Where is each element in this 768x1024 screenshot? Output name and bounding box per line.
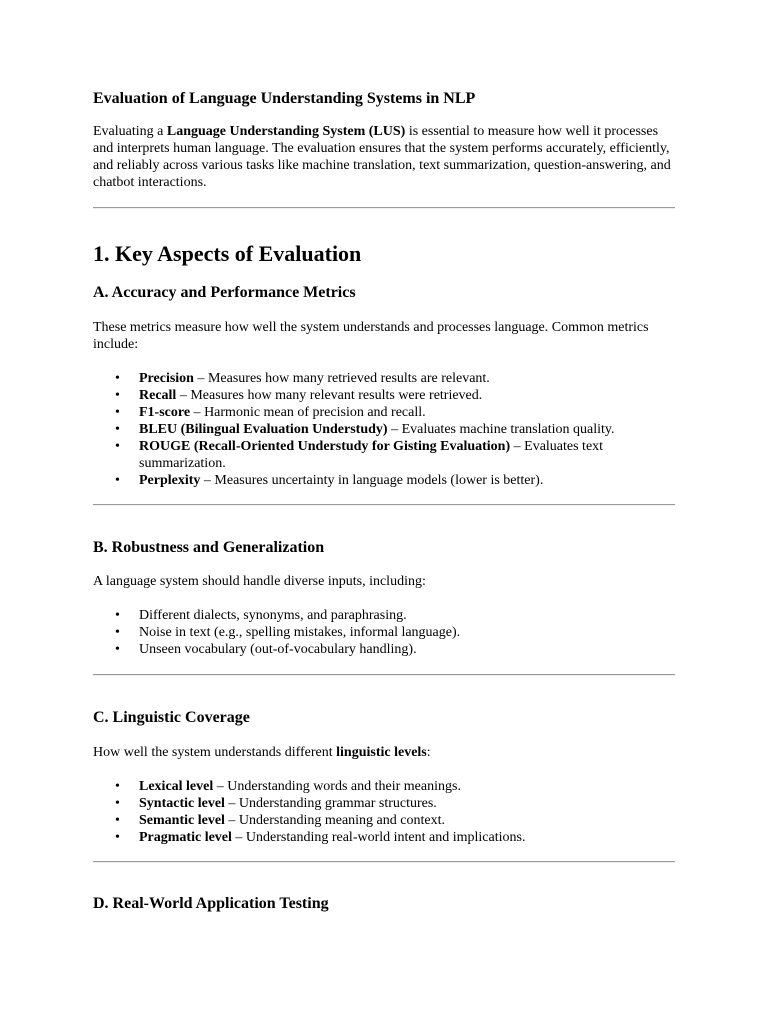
list-item [93, 778, 675, 795]
list-item-desc: – Measures how many retrieved results are relevant. [193, 371, 490, 386]
list-item-desc: – Evaluates machine translation quality. [387, 422, 615, 437]
bullet: • [115, 608, 120, 623]
section-c-text-post: : [426, 745, 431, 760]
list-item-desc: – Understanding grammar structures. [224, 796, 437, 811]
bullet: • [115, 830, 120, 845]
intro-text-post: is essential to measure how well it processes and interprets human language. The evaluation ensures that the system performs accurately, efficiently, and reliably across various tasks like machine translation, text summarization, question-answering, and chatbot interactions. [93, 124, 671, 190]
list-item-term: Syntactic level [139, 796, 225, 811]
bullet: • [115, 796, 120, 811]
intro-paragraph [93, 123, 675, 191]
list-item [93, 829, 675, 846]
list-item [93, 370, 675, 387]
bullet: • [115, 625, 120, 640]
list-item [93, 404, 675, 421]
list-item-term: Recall [139, 388, 177, 403]
list-item [93, 641, 675, 658]
section-a-heading: A. Accuracy and Performance Metrics [93, 284, 356, 301]
list-item-term: Perplexity [139, 473, 201, 488]
list-item-text: Unseen vocabulary (out-of-vocabulary handling). [139, 642, 417, 657]
section-c-heading: C. Linguistic Coverage [93, 709, 250, 726]
list-item [93, 421, 675, 438]
list-item [93, 472, 675, 489]
section-1-heading: 1. Key Aspects of Evaluation [93, 241, 362, 266]
bullet: • [115, 405, 120, 420]
list-item-desc: – Harmonic mean of precision and recall. [190, 405, 426, 420]
bullet: • [115, 779, 120, 794]
list-item-desc: – Understanding meaning and context. [224, 813, 445, 828]
section-c-text-bold: linguistic levels [336, 745, 427, 760]
section-b-paragraph: A language system should handle diverse inputs, including: [93, 574, 426, 589]
list-item-desc: – Measures how many relevant results were retrieved. [176, 388, 483, 403]
list-item-term: BLEU (Bilingual Evaluation Understudy) [139, 422, 388, 437]
intro-text-bold: Language Understanding System (LUS) [166, 124, 406, 139]
list-item-desc: – Understanding real-world intent and implications. [231, 830, 526, 845]
section-c-paragraph [93, 744, 675, 761]
list-item-text: Noise in text (e.g., spelling mistakes, informal language). [139, 625, 461, 640]
intro-text-pre: Evaluating a [93, 124, 167, 139]
list-item-desc: – Evaluates text summarization. [139, 439, 604, 471]
list-item-desc: – Measures uncertainty in language models (lower is better). [200, 473, 544, 488]
list-item-desc: – Understanding words and their meanings. [213, 779, 461, 794]
bullet: • [115, 642, 120, 657]
horizontal-rule [93, 861, 675, 863]
list-item-term: ROUGE (Recall-Oriented Understudy for Gisting Evaluation) [139, 439, 511, 454]
bullet: • [115, 813, 120, 828]
list-item-term: Precision [139, 371, 194, 386]
list-item-term: Lexical level [139, 779, 214, 794]
horizontal-rule [93, 504, 675, 506]
section-a-paragraph: These metrics measure how well the system understands and processes language. Common metrics include: [93, 320, 649, 352]
bullet: • [115, 439, 120, 454]
section-b-heading: B. Robustness and Generalization [93, 539, 325, 556]
bullet: • [115, 371, 120, 386]
section-c-text-pre: How well the system understands different [93, 745, 337, 760]
document-title: Evaluation of Language Understanding Systems in NLP [93, 90, 476, 107]
horizontal-rule [93, 207, 675, 209]
list-item [93, 812, 675, 829]
bullet: • [115, 473, 120, 488]
list-item-text: Different dialects, synonyms, and paraphrasing. [139, 608, 407, 623]
section-d-heading: D. Real-World Application Testing [93, 895, 329, 912]
list-item-term: F1-score [139, 405, 191, 420]
horizontal-rule [93, 674, 675, 676]
list-item [93, 795, 675, 812]
bullet: • [115, 388, 120, 403]
list-item [93, 387, 675, 404]
bullet: • [115, 422, 120, 437]
list-item-term: Pragmatic level [139, 830, 232, 845]
robustness-list [93, 607, 675, 658]
list-item [93, 607, 675, 624]
linguistic-levels-list [93, 778, 675, 846]
list-item [93, 438, 675, 472]
list-item [93, 624, 675, 641]
list-item-term: Semantic level [139, 813, 225, 828]
metrics-list [93, 370, 675, 489]
